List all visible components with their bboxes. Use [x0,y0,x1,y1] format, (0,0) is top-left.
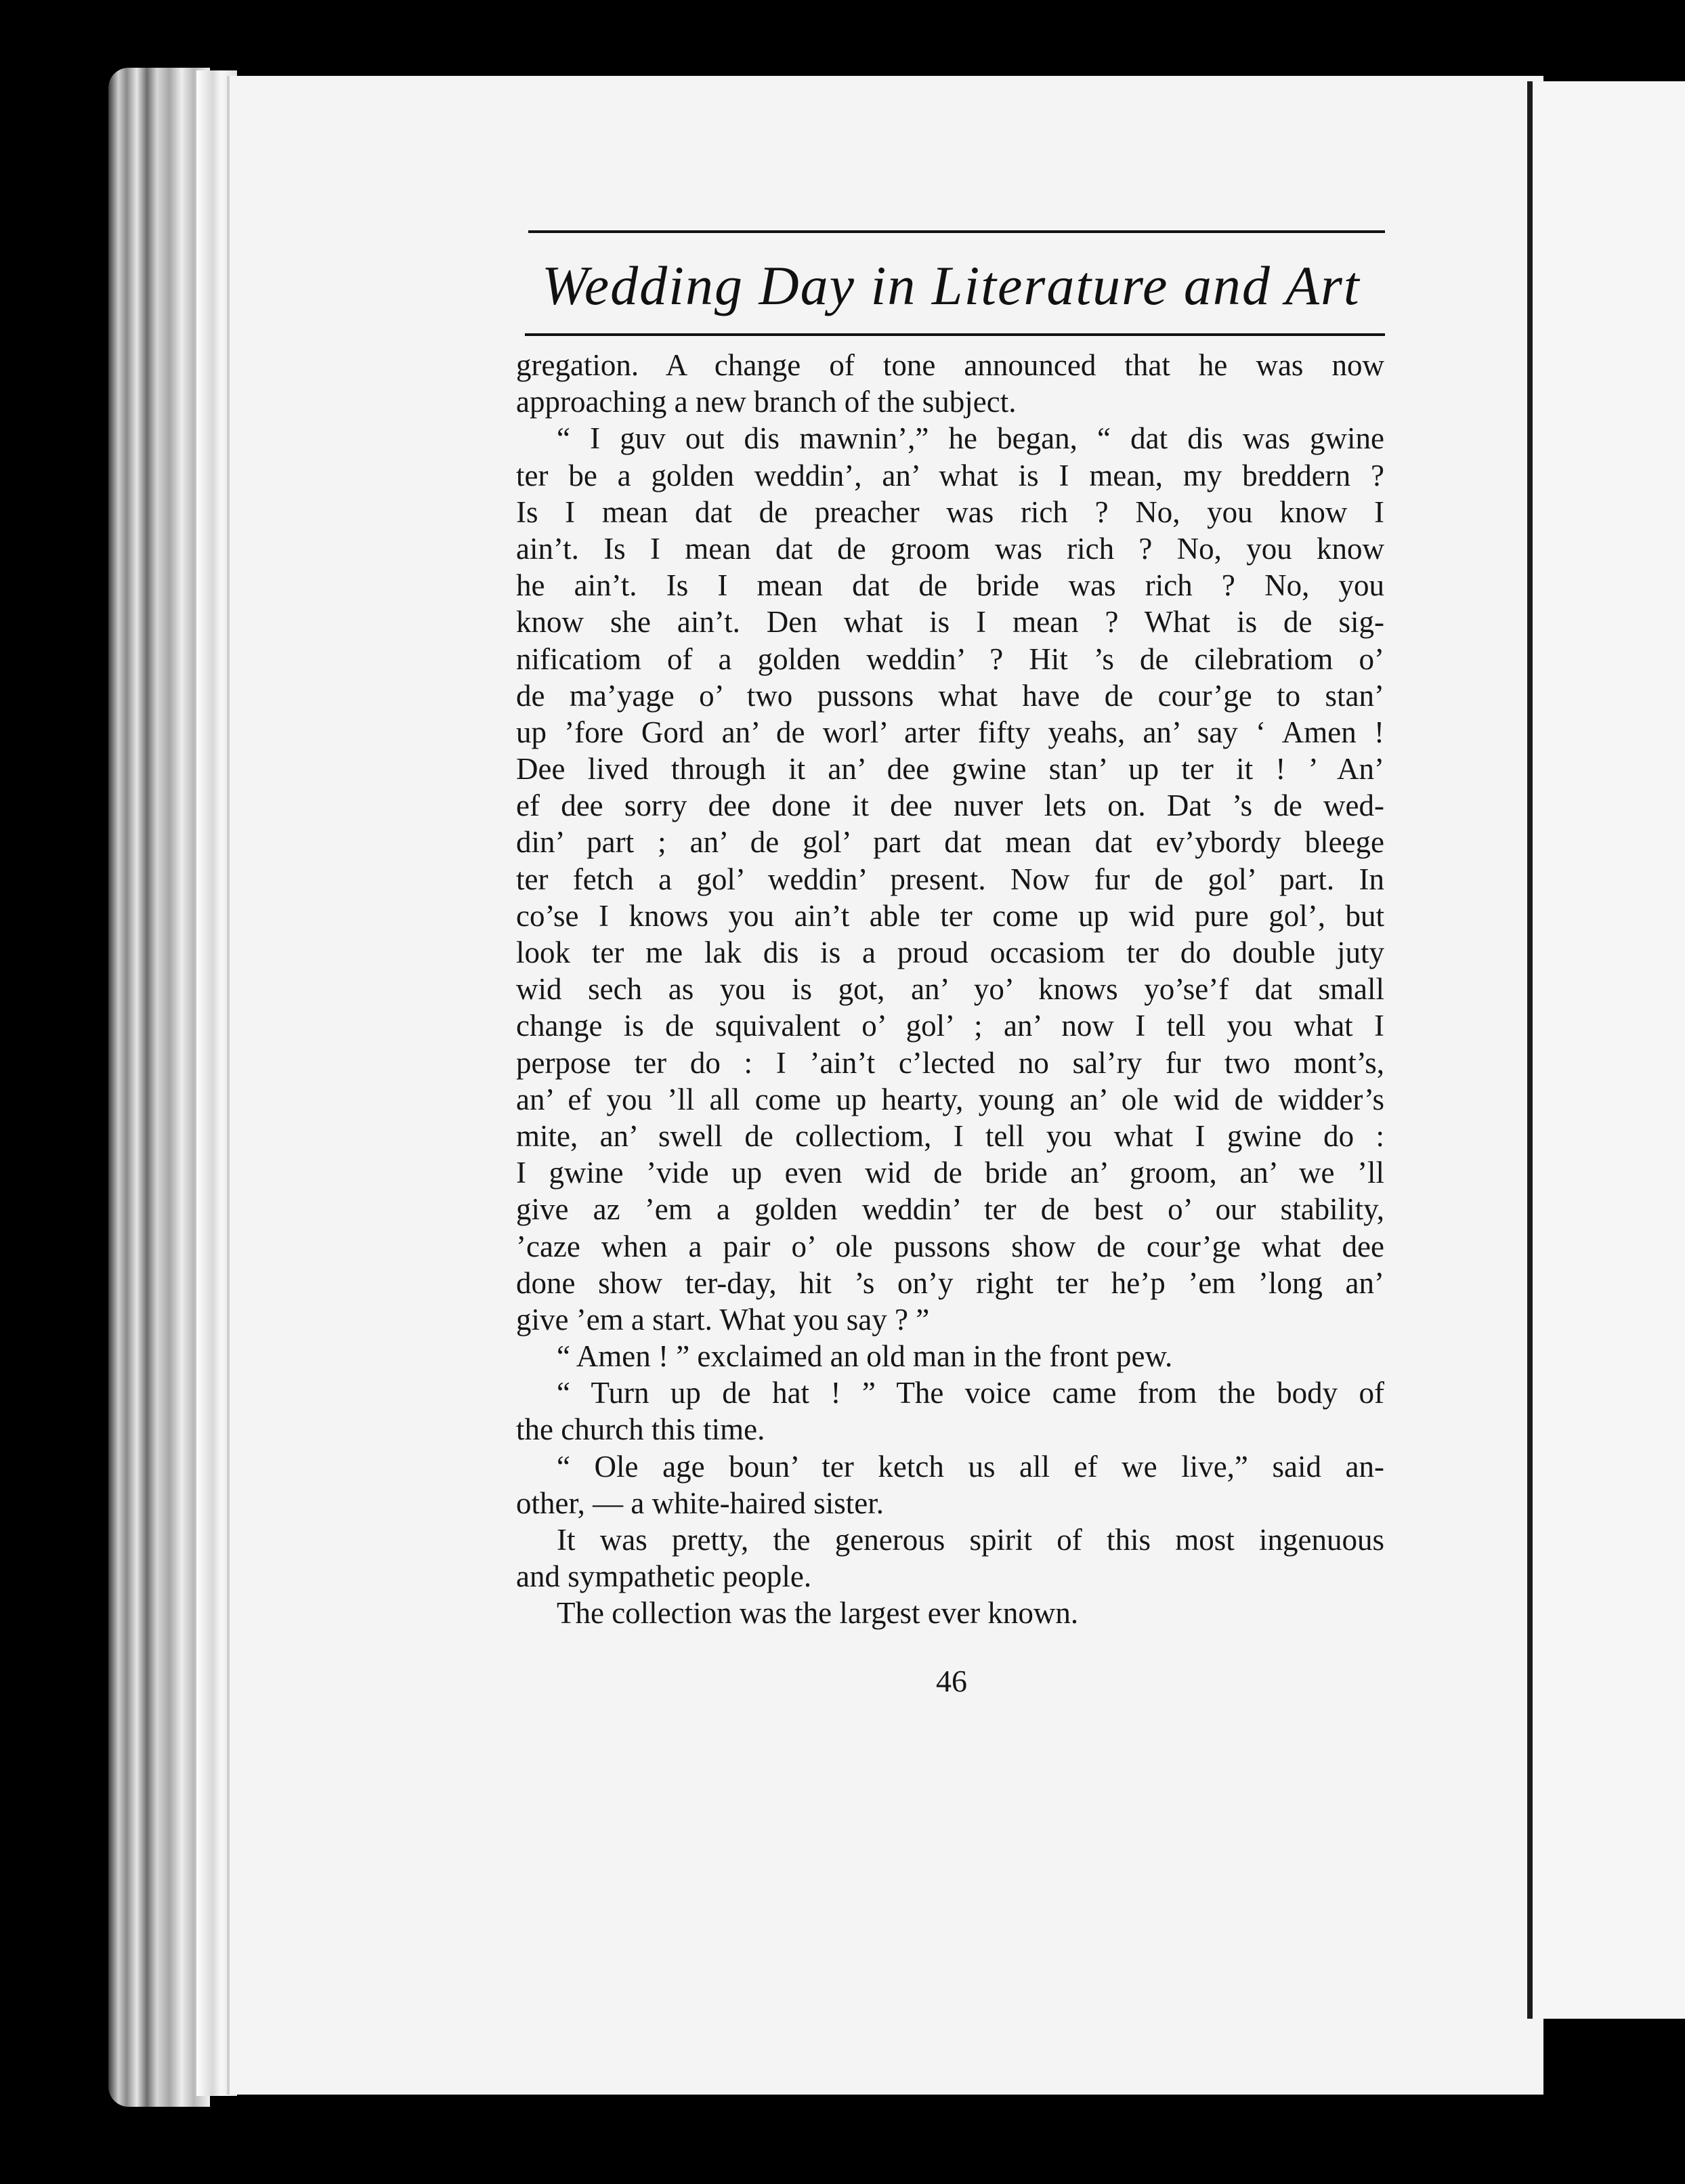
text-line: Is I mean dat de preacher was rich ? No, you know I [516,495,1384,529]
text-line: It was pretty, the generous spirit of this most ingenuous [557,1523,1384,1557]
text-line: give az ’em a golden weddin’ ter de best o’ our stability, [516,1192,1384,1227]
text-line: give ’em a start. What you say ? ” [516,1302,930,1337]
text-line: “ Turn up de hat ! ” The voice came from the body of [557,1376,1384,1410]
text-line: The collection was the largest ever known. [557,1596,1079,1631]
text-line: nificatiom of a golden weddin’ ? Hit ’s de cilebratiom o’ [516,642,1384,676]
text-line: “ Amen ! ” exclaimed an old man in the front pew. [557,1339,1173,1374]
text-line: gregation. A change of tone announced that he was now [516,348,1384,382]
header-rule-top [528,230,1385,233]
text-line: and sympathetic people. [516,1559,812,1594]
text-line: change is de squivalent o’ gol’ ; an’ now I tell you what I [516,1009,1384,1043]
text-line: up ’fore Gord an’ de worl’ arter fifty yeahs, an’ say ‘ Amen ! [516,715,1384,749]
facing-page-edge [1527,81,1685,2019]
text-line: know she ain’t. Den what is I mean ? What is de sig- [516,605,1384,639]
text-line: ef dee sorry dee done it dee nuver lets on. Dat ’s de wed- [516,789,1384,823]
text-line: “ I guv out dis mawnin’,” he began, “ dat dis was gwine [557,421,1384,456]
text-line: done show ter-day, hit ’s on’y right ter he’p ’em ’long an’ [516,1265,1384,1300]
book-binding-edge [108,68,210,2107]
text-line: ter be a golden weddin’, an’ what is I mean, my breddern ? [516,458,1384,492]
text-line: ter fetch a gol’ weddin’ present. Now fur de gol’ part. In [516,862,1384,896]
text-line: the church this time. [516,1412,765,1447]
text-line: Dee lived through it an’ dee gwine stan’ up ter it ! ’ An’ [516,752,1384,786]
header-rule-bottom [525,333,1385,336]
text-line: co’se I knows you ain’t able ter come up wid pure gol’, but [516,898,1384,933]
text-line: other, — a white-haired sister. [516,1486,884,1520]
text-line: mite, an’ swell de collectiom, I tell you what I gwine do : [516,1118,1384,1153]
text-line: an’ ef you ’ll all come up hearty, young an’ ole wid de widder’s [516,1082,1384,1116]
text-line: ain’t. Is I mean dat de groom was rich ? No, you know [516,531,1384,566]
text-line: wid sech as you is got, an’ yo’ knows yo’se’f dat small [516,972,1384,1007]
running-head: Wedding Day in Literature and Art [542,255,1361,316]
text-line: look ter me lak dis is a proud occasiom ter do double juty [516,936,1384,969]
text-line: approaching a new branch of the subject. [516,385,1017,419]
text-line: de ma’yage o’ two pussons what have de cour’ge to stan’ [516,678,1384,713]
text-line: “ Ole age boun’ ter ketch us all ef we live,” said an- [557,1449,1384,1484]
text-line: he ain’t. Is I mean dat de bride was rich ? No, you [516,568,1384,603]
text-line: perpose ter do : I ’ain’t c’lected no sal’ry fur two mont’s, [516,1045,1384,1080]
text-line: ’caze when a pair o’ ole pussons show de cour’ge what dee [516,1229,1384,1263]
page-number: 46 [936,1664,967,1698]
text-line: din’ part ; an’ de gol’ part dat mean dat ev’ybordy bleege [516,825,1384,860]
body-text [516,347,1384,1632]
text-line: I gwine ’vide up even wid de bride an’ groom, an’ we ’ll [516,1156,1384,1190]
